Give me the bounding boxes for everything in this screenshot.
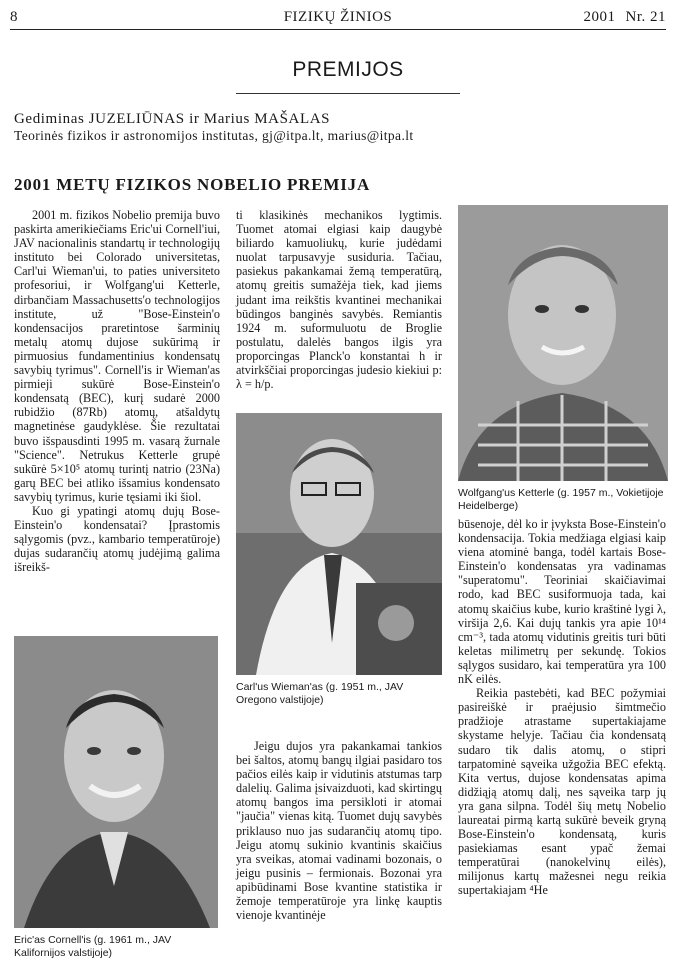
paragraph: ti klasikinės mechanikos lygtimis. Tuomet atomai elgiasi kaip daugybė biliardo kamuoliukų, kurie judėdami nuolat tarpusavyje susiduria. Tačiau, pasiekus pakankamai žemą temperatūrą, atomų greitis sumažėja tiek, kad jiems judant ima reikštis kvantinei mechanikai būdingos banginės savybės. Remiantis 1924 m. suformuluotu de Broglie postulatu, dalelės bangos ilgis yra proporcingas Planck'o konstantai h ir atvirkščiai proporcingas judesio kiekiui p: λ = h/p. — [236, 208, 442, 392]
photo-wieman — [236, 413, 442, 675]
author-affiliation: Teorinės fizikos ir astronomijos institutas, gj@itpa.lt, marius@itpa.lt — [14, 128, 414, 143]
page-number: 8 — [10, 9, 18, 25]
column-2-bottom-text — [236, 739, 442, 922]
running-header — [10, 6, 666, 30]
section-divider — [236, 93, 460, 94]
photo-caption-cornell: Eric'as Cornell'is (g. 1961 m., JAV Kalifornijos valstijoje) — [14, 934, 172, 959]
photo-caption-ketterle: Wolfgang'us Ketterle (g. 1957 m., Vokietijoje Heidelberge) — [458, 487, 664, 512]
column-3-text — [458, 517, 666, 898]
column-1-text — [14, 208, 220, 574]
article-authors: Gediminas JUZELIŪNAS ir Marius MAŠALAS — [14, 111, 331, 127]
photo-caption-wieman: Carl'us Wieman'as (g. 1951 m., JAV Oregono valstijoje) — [236, 681, 404, 706]
photo-cornell — [14, 636, 218, 928]
paragraph: Jeigu dujos yra pakankamai tankios bei šaltos, atomų bangų ilgiai pasidaro tos pačios eilės kaip ir vidutinis atstumas tarp dalelių. Galima įsivaizduoti, kad skirtingų atomų bangos ima persikloti ir atomai "jaučia" vienas kitą. Tuomet dujų savybės priklauso nuo jas sudarančių atomų tipo. Jeigu atomų sukinio kvantinis skaičius yra sveikas, atomai vadinami bozonais, o jeigu pusinis – fermionais. Bozonai yra apibūdinami Bose kvantine statistika ir žemoje temperatūroje yra linkę kauptis vienoje kvantinėje — [236, 739, 442, 923]
section-title: PREMIJOS — [292, 58, 404, 81]
issue-number: Nr. 21 — [625, 9, 666, 25]
paragraph: Kuo gi ypatingi atomų dujų Bose-Einstein'o kondensatai? Įprastomis sąlygomis (pvz., kambario temperatūroje) dujas sudarančių atomų judėjimą galima išreikš- — [14, 503, 220, 575]
paragraph: 2001 m. fizikos Nobelio premija buvo paskirta amerikiečiams Eric'ui Cornell'iui, JAV nacionalinis standartų ir technologijų instituto bei Colorado universitetas, Carl'ui Wieman'ui, to paties universiteto profesoriui, ir Wolfgang'ui Ketterle, dirbančiam Massachusetts'o technologijos institute, už "Bose-Einstein'o kondensacijos praretintose šarminių metalų atomų dujose sukūrimą ir pirmuosius fundamentinius kondensatų savybių tyrimus". Cornell'is ir Wieman'as pirmieji sukūrė Bose-Einstein'o kondensatą (BEC), kurį sudarė 2000 rubidžio (87Rb) atomų, atšaldytų magnetinėse gaudyklėse. Šie rezultatai buvo išspausdinti 1995 m. vasarą žurnale "Science". Netrukus Ketterle grupė sukūrė 5×10⁵ atomų turintį natrio (23Na) garų BEC bei atliko išsamius kondensato savybių tyrimus, kurie tęsiami iki šiol. — [14, 208, 220, 504]
issue-year: 2001 — [583, 9, 616, 25]
paragraph: būsenoje, dėl ko ir įvyksta Bose-Einstein'o kondensacija. Tokia medžiaga elgiasi kaip viena atominė banga, todėl kartais Bose-Einstein'o kondensatas yra vadinamas "superatomu". Teoriniai skaičiavimai rodo, kad BEC susiformuoja tada, kai atomų skaičius kube, kurio kraštinė lygi λ, viršija 2,6. Kai dujų tankis yra apie 10¹⁴ cm⁻³, tada atomų vidutinis greitis turi būti keletas milimetrų per sekundę. Tokios sąlygos susidaro, kai temperatūra yra 100 nK eilės. — [458, 517, 666, 687]
photo-ketterle — [458, 205, 668, 481]
paragraph: Reikia pastebėti, kad BEC požymiai pasireiškė ir praėjusio šimtmečio pradžioje atrastame supertakiajame skystame helyje. Tačiau čia kondensatą sudaro tik dalis atomų, o stipri tarpatominė sąveika užgožia BEC efektą. Kita vertus, dujose kondensatas apima didžiąją atomų dalį, nes sąveika tarp jų yra gana silpna. Todėl šių metų Nobelio laureatai pirmą kartą sukūrė beveik gryną Bose-Einstein'o kondensatą, kuris pasiekiamas esant ypač žemai temperatūrai (nanokelvinų eilės), milijonus kartų mažesnei negu reikia supertakiajam ⁴He — [458, 686, 666, 898]
article-title: 2001 METŲ FIZIKOS NOBELIO PREMIJA — [14, 175, 371, 194]
journal-name: FIZIKŲ ŽINIOS — [283, 9, 393, 25]
column-2-top-text — [236, 208, 442, 391]
